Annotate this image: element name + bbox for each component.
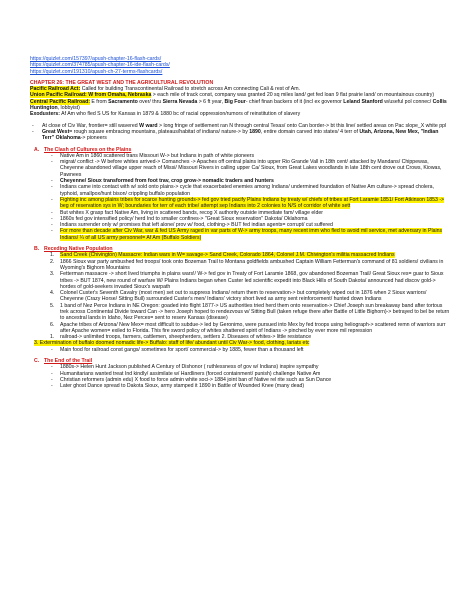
close-a: At close of Civ War, frontier= still wavered: [42, 122, 140, 129]
b-item-4: 1 band of Nez Perce Indians in NE Oregon: goaded into flight 1877-> US authorities tried herd them onto reservation-> Chief Joseph sun breakaway band after tortous trek across Continental Divide toward Can -> hero Joseph hoped to rendezvous w/ Sitting Bull (taken refuge there after Battle of Little Bighorn)-> betrayed to bel be return to ancestral lands in Idaho, Nez Perces= sent to reserv Kansas (disease): [60, 302, 450, 322]
item3-text: 3. Extermination of buffalo doomed nomadic life-> Buffalo: staff of life/ abundant until Civ War-> food, clothing, lariats etc: [34, 340, 310, 347]
b-num-3: 4.: [50, 290, 55, 297]
c-item-3: Later ghost Dance spread to Dakota Sioux, army stamped it 1890 in Battle of Wounded Knee (many dead): [60, 383, 305, 390]
b-num-5: 6.: [50, 321, 55, 328]
list-item: - Later ghost Dance spread to Dakota Sioux, army stamped it 1890 in Battle of Wounded Knee (many dead): [51, 383, 305, 390]
section-a-title: The Clash of Cultures on the Plains: [44, 146, 132, 153]
gw-c: = rough square embracing mountains, plateaus/habitat of indians/ nature-> by: [69, 128, 250, 135]
list-item: - Humanitarians wanted treat Ind kindly/ assimilate w/ Hardliners (forced containment/ punish) challenge Native Am: [51, 370, 321, 377]
b-item-2: Fetterman massacre -> short lived triumphs in plains wars!/ W-> fed gov in Treaty of Fort Laramie 1868, gov abandoned Bozeman Trail/ Great Sioux res= guar to Sioux tribes -> BUT 1874, new round of warfare W/ Plains Indians began when Custer led scientific expedit into Black Hills of South Dakota/ announced had discov gold-> hordes of gold-seekers invaded Sioux's warpath: [60, 271, 444, 290]
close-c: > long fringe of settlement ran N through central Texas/ onto Can border-> bt this line/ settled areas on Pac slope_X white ppl: [157, 122, 447, 129]
quizlet-link-1[interactable]: https://quizlet.com/157397/apush-chapter-16-flash-cards/: [30, 56, 162, 62]
central-text-c: > 6 ft year,: [197, 98, 225, 105]
link-list: [30, 56, 450, 75]
section-b-letter: B.: [34, 246, 40, 253]
pacific-label: Pacific Railroad Act:: [30, 86, 81, 93]
numbered-item: [30, 303, 450, 322]
b-item-0: Sand Creek (Chivington) Massacre: Indian wars in W= savage-> Sand Creek, Colorado 1864, Colonel J.M. Chivington's militia massacred Indians: [60, 252, 395, 259]
list-item: - Main food for railroad const gangs/ sometimes for sport/ commercial-> by 1885, fewer than a thousand left: [51, 346, 304, 353]
pacific-text: Called for building Transcontinental Railroad to stretch across Am connecting Cali & rest of Am.: [80, 86, 300, 93]
numbered-item: [30, 271, 450, 290]
exo-text: Af Am who fled S US for Kansas in 1879 & 1880 bc of racial oppression/rumors of reinstitution of slavery: [59, 111, 301, 118]
list-item: - Native Am in 1860 scattered trans Missouri W-> but Indians in path of white pioneers: [51, 152, 255, 159]
b-item-3: Colonel Custer's Seventh Cavalry (most men) set out to suppress Indians/ return them to reservation-> but completely wiped out in 1876 when 2 Sioux warriors/ Cheyenne (Crazy Horse/ Sitting Bull) surrounded Custer's men/ Indians' victory short lived as army sent reinforcement/ hunted down Indians: [60, 290, 427, 303]
quizlet-link-3[interactable]: https://quizlet.com/191310/apush-ch-27-terms-flashcards/: [30, 68, 163, 75]
list-item: - For more than decade after Civ War, war & fed US Army raged in var parts of W-> army troops, many recent imm who fled to avoid mil service, met adversary in Plains Indians/ ¼ of all US army personnel= Af Am (Buffalo Soldiers): [51, 228, 443, 241]
gw-g: -> pioneers: [80, 135, 107, 142]
gw-f: Utah, Arizona, New Mex, "Indian Terr" Oklahoma: [42, 128, 439, 142]
a-item-8: For more than decade after Civ War, war & fed US Army raged in var parts of W-> army troops, many recent imm who fled to avoid mil service, met adversary in Plains Indians/ ¼ of all US army personnel= Af Am (Buffalo Soldiers): [60, 228, 443, 241]
b-item-6: railroad-> unlimited troops, farmers, cattlemen, sheepherders, settlers 2. Diseases of whites-> little resistance: [60, 334, 312, 341]
a-item-7: Indians surrender only w/ promises that left alone/ prov w/ food, clothing-> BUT fed indian agents= corrupt/ cut suffered: [60, 222, 333, 229]
central-b3: Big Four: [224, 98, 246, 105]
central-text-b: over/ thru: [137, 98, 163, 105]
c-item-0: 1880s-> Helen Hunt Jackson published A Century of Dishonor ( ruthlessness of gov w/ Indians) inspire sympathy: [60, 364, 319, 371]
close-b: W ward: [139, 122, 158, 129]
b-num-1: 2.: [50, 258, 55, 265]
quizlet-link-2[interactable]: https://quizlet.com/374785/apush-chapter-16-ide-flash-cards/: [30, 62, 170, 69]
b-num-2: 3.: [50, 271, 55, 278]
a-item-2: Cheyenne/ Sioux transformed from foot trav, crop grow-> nomadic traders and hunters: [60, 178, 274, 185]
exo-label: Exodusters:: [30, 111, 60, 118]
c-item-2: Christian reformers (admin edu) X food to force admin white soci-> 1884 joint ban of Native rel rite such as Sun Dance: [60, 376, 332, 383]
list-item: - Indians came into contact with w/ sold onto plains-> cycle that exacerbated enemies among Indians/ undermined foundation of Native Am culture-> spread cholera, typhoid, smallpox/hunt bison/ crippling buffalo population: [51, 184, 435, 197]
bullet-icon: -: [32, 122, 34, 129]
section-c-title: The End of the Trail: [44, 358, 93, 365]
section-a-letter: A.: [34, 146, 40, 153]
central-b5: Collis Huntington: [30, 98, 447, 112]
list-item: - Indians surrender only w/ promises that left alone/ prov w/ food, clothing-> BUT fed indian agents= corrupt/ cut suffered: [51, 222, 333, 229]
list-item: - But whites X grasp fact Native Am, living in scattered bands, recog X authority outside immediate fam/ village elder: [51, 209, 323, 216]
list-item: - Christian reformers (admin edu) X food to force admin white soci-> 1884 joint ban of Native rel rite such as Sun Dance: [51, 376, 332, 383]
central-b4: Leland Stanford: [343, 98, 383, 105]
a-item-6: 1860s fed gov intensified policy/ herd Ind to smaller confines-> "Great Sioux reservation" Dakota/ Oklahoma: [60, 215, 308, 222]
union-text: > each mile of track const, company was granted 20 sq miles land/ get fed loan 9 flat prairie land/ on mountainous country): [151, 92, 435, 99]
b-item-1: 1866 Sioux war party ambushed fed troops/ took onto Bozeman Trail to Montana goldfields ambushed Captain William Fetterman's command of 81 soldiers/ civilians in Wyoming's Bighorn Mountains: [60, 258, 444, 271]
list-item: - Fighting inc among plains tribes for scarce hunting grounds-> fed gov tried pacify Plains Indians by treaty w/ chiefs of tribes at Fort Laramie 1851/ Fort Atkinson 1853 -> beg of reservation sys in W; boundaries for terr of each tribe/ attempt sep Indians into 2 colonies to N/S of corridor of white sett: [51, 196, 445, 210]
numbered-item: [30, 290, 450, 303]
item3-sub-text: Main food for railroad const gangs/ sometimes for sport/ commercial-> by 1885, fewer than a thousand left: [60, 346, 304, 353]
central-label: Central Pacific Railroad:: [30, 98, 90, 105]
central-text-f: , lobbyist): [57, 105, 80, 112]
numbered-item: [30, 259, 450, 272]
b-num-0: 1.: [50, 252, 55, 259]
a-item-1: migrat/ conflict -> W before whites arrived-> Comanches -> Apaches off central plains into upper Rio Grande Vall in 18th cent/ attacked by Mandans/ Chippewas, Cheyenne abandoned village upper reach of Missi/ Missouri Rivers in calling upper Ca/ Sioux, from Great Lakes woodlands in late 18th cent drove out Crows, Kiowas, Pawnees: [60, 159, 442, 178]
central-text-a: E from: [89, 98, 109, 105]
b-num-4: 5.: [50, 302, 55, 309]
a-item-3: Indians came into contact with w/ sold onto plains-> cycle that exacerbated enemies among Indians/ undermined foundation of Native Am culture-> spread cholera, typhoid, smallpox/hunt bison/ crippling buffalo population: [60, 184, 435, 197]
list-item: - 1880s-> Helen Hunt Jackson published A Century of Dishonor ( ruthlessness of gov w/ Indians) inspire sympathy: [51, 364, 319, 371]
central-text-d: - chief finan backers of it (incl ex governor: [245, 98, 344, 105]
list-item: - migrat/ conflict -> W before whites arrived-> Comanches -> Apaches off central plains into upper Rio Grande Vall in 18th cent/ attacked by Mandans/ Chippewas, Cheyenne abandoned village upper reach of Missi/ Missouri Rivers in calling upper Ca/ Sioux, from Great Lakes woodlands in late 18th cent drove out Crows, Kiowas, Pawnees: [51, 159, 442, 178]
chapter-title: CHAPTER 26: THE GREAT WEST AND THE AGRICULTURAL REVOLUTION: [30, 79, 214, 86]
b-num-6: 1.: [50, 334, 55, 341]
gw-e: , entire domain carved into states/ 4 terr of: [260, 128, 360, 135]
gw-d: 1890: [249, 128, 261, 135]
list-item: - Cheyenne/ Sioux transformed from foot trav, crop grow-> nomadic traders and hunters: [51, 178, 274, 185]
bullet-icon: -: [32, 128, 34, 135]
union-label: Union Pacific Railroad: W from Omaha, Nebraska: [30, 92, 152, 99]
a-item-4: Fighting inc among plains tribes for scarce hunting grounds-> fed gov tried pacify Plains Indians by treaty w/ chiefs of tribes at Fort Laramie 1851/ Fort Atkinson 1853 -> beg of reservation sys in W; boundaries for terr of each tribe/ attempt sep Indians into 2 colonies to N/S of corridor of white sett: [60, 196, 445, 210]
list-item: - 1860s fed gov intensified policy/ herd Ind to smaller confines-> "Great Sioux reservation" Dakota/ Oklahoma: [51, 215, 308, 222]
gw-b: Great West: [42, 128, 70, 135]
central-b1: Sacramento: [108, 98, 138, 105]
central-text-e: w/useful pol connec/: [382, 98, 433, 105]
bullet-great-west: [30, 129, 450, 142]
section-c-letter: C.: [34, 358, 40, 365]
central-pacific: [30, 99, 450, 112]
c-item-1: Humanitarians wanted treat Ind kindly/ assimilate w/ Hardliners (forced containment/ punish) challenge Native Am: [60, 370, 321, 377]
numbered-item: [30, 334, 450, 340]
numbered-item: [30, 322, 450, 335]
a-item-5: But whites X grasp fact Native Am, living in scattered bands, recog X authority outside immediate fam/ village elder: [60, 209, 323, 216]
b-item-5: Apache tribes of Arizona/ New Mex= most difficult to subdue-> led by Geronimo, were pursued into Mex by fed troops using heliograph-> scattered remn of warriors surr after Apache women= exiled to Florida. This fire sword policy of whites shattered spirit of Indians -> pinched by ever more mil repression: [60, 321, 446, 334]
section-b-title: Receding Native Population: [44, 246, 113, 253]
a-item-0: Native Am in 1860 scattered trans Missouri W-> but Indians in path of white pioneers: [60, 152, 255, 159]
central-b2: Sierra Nevada: [162, 98, 198, 105]
